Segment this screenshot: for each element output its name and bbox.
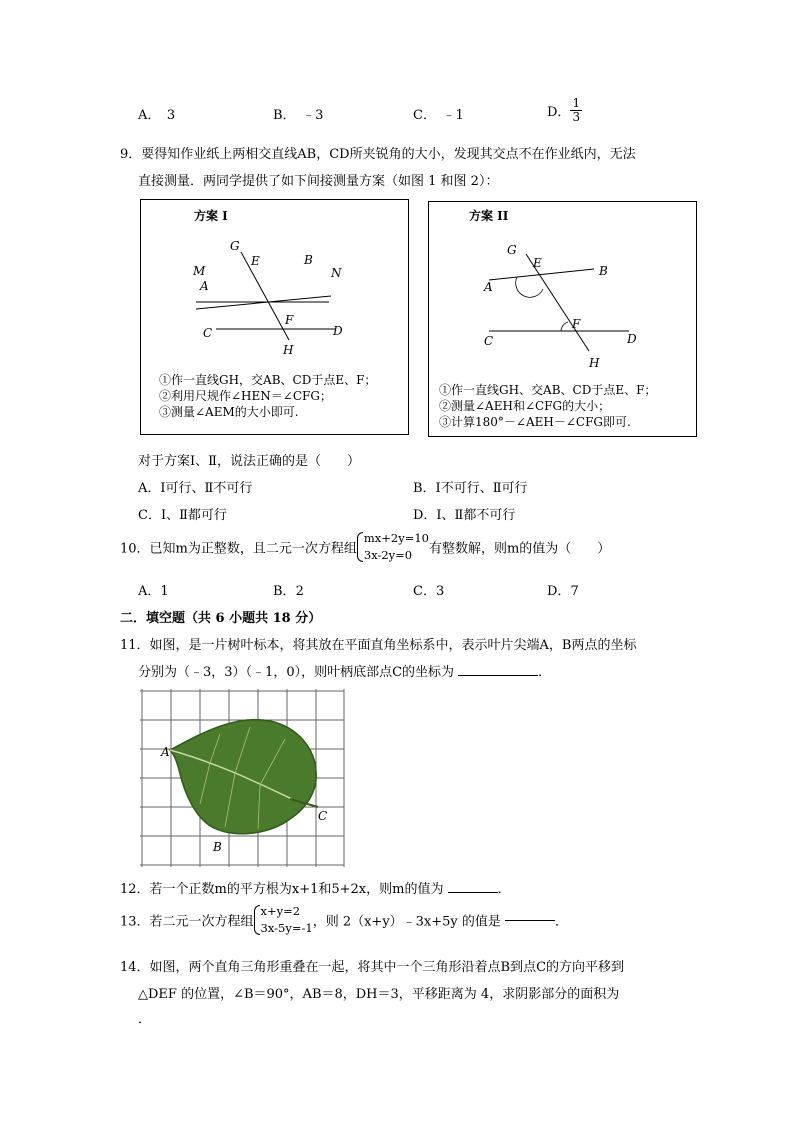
q9-question: 对于方案Ⅰ、Ⅱ，说法正确的是（ ） [138, 454, 360, 469]
answer-blank[interactable] [505, 920, 555, 921]
plan1-title: 方案 I [194, 209, 228, 223]
label-b: B [304, 253, 313, 267]
q10-option-b[interactable]: B．2 [273, 584, 304, 599]
label-h: H [589, 356, 600, 370]
label-d: D [627, 332, 637, 346]
q8-option-a[interactable]: A． 3 [138, 108, 176, 123]
angle-cfg-arc [561, 322, 568, 331]
q8-option-b[interactable]: B． ﹣3 [273, 108, 324, 123]
label-h: H [283, 343, 294, 357]
q14-stem-line1: 14．如图，两个直角三角形重叠在一起，将其中一个三角形沿着点B到点C的方向平移到 [120, 960, 625, 975]
label-g: G [507, 243, 517, 257]
angle-aeh-arc [516, 277, 543, 297]
answer-blank[interactable] [448, 892, 498, 893]
plan2-diagram [429, 232, 695, 392]
line-gh [241, 252, 289, 340]
q8-option-c[interactable]: C． ﹣1 [413, 108, 464, 123]
plan2-step2: ②测量∠AEH和∠CFG的大小； [439, 399, 611, 413]
plan2-steps [439, 382, 656, 430]
q10-option-d[interactable]: D．7 [547, 584, 579, 599]
label-a: A [200, 279, 209, 293]
q12-stem: 12．若一个正数m的平方根为x+1和5+2x，则m的值为 ． [120, 882, 511, 897]
q9-option-c[interactable]: C．Ⅰ、Ⅱ都可行 [138, 508, 227, 523]
q9-option-d[interactable]: D．Ⅰ、Ⅱ都不可行 [413, 508, 516, 523]
q10-option-c[interactable]: C．3 [413, 584, 445, 599]
label-c: C [318, 809, 328, 823]
label-e: E [251, 254, 260, 268]
plan2-figure [428, 201, 697, 437]
q13-stem: 13．若二元一次方程组 x+y=2 3x-5y=-1 ，则 2（x+y）﹣3x+5y 的值是 ． [120, 904, 569, 935]
q11-stem-line1: 11．如图，是一片树叶标本，将其放在平面直角坐标系中，表示叶片尖端A，B两点的坐标 [120, 638, 637, 653]
plan1-step1: ①作一直线GH，交AB、CD于点E、F； [159, 373, 377, 387]
label-c: C [203, 326, 213, 340]
equation-system: mx+2y=10 3x-2y=0 [357, 530, 429, 564]
equation-system: x+y=2 3x-5y=-1 [254, 903, 313, 937]
label-e: E [533, 256, 542, 270]
q14-stem-line3: ． [138, 1012, 152, 1027]
section-heading: 二．填空题（共 6 小题共 18 分） [120, 611, 322, 626]
q9-stem-line2: 直接测量．两同学提供了如下间接测量方案（如图 1 和图 2）： [138, 174, 499, 189]
plan2-step1: ①作一直线GH、交AB、CD于点E、F； [439, 383, 657, 397]
q9-option-a[interactable]: A．Ⅰ可行、Ⅱ不可行 [138, 481, 253, 496]
plan1-steps [159, 372, 376, 420]
plan2-title: 方案 II [469, 209, 509, 223]
q10-option-a[interactable]: A．1 [138, 584, 169, 599]
q14-stem-line2: △DEF 的位置，∠B＝90°，AB＝8，DH＝3，平移距离为 4，求阴影部分的面积为 [138, 987, 620, 1002]
plan1-step2: ②利用尺规作∠HEN＝∠CFG； [159, 389, 332, 403]
answer-blank[interactable] [458, 675, 538, 676]
label-n: N [331, 266, 342, 280]
leaf-grid-figure [140, 689, 346, 867]
label-g: G [230, 239, 240, 253]
label-a: A [161, 745, 170, 759]
fraction: $\frac{1}{3}$ [572, 96, 581, 124]
plan2-step3: ③计算180°－∠AEH－∠CFG即可. [439, 415, 631, 429]
label-f: F [572, 317, 581, 331]
label-b: B [599, 264, 608, 278]
plan1-step3: ③测量∠AEM的大小即可. [159, 405, 299, 419]
label-c: C [484, 334, 494, 348]
q11-stem-line2: 分别为（﹣3，3）（﹣1，0），则叶柄底部点C的坐标为 ． [138, 665, 552, 680]
label-b: B [213, 840, 222, 854]
q9-stem-line1: 9．要得知作业纸上两相交直线AB，CD所夹锐角的大小，发现其交点不在作业纸内，无法 [120, 147, 636, 162]
plan1-figure [140, 199, 409, 435]
plan1-diagram [141, 230, 407, 390]
label-f: F [285, 313, 294, 327]
label-m: M [193, 264, 206, 278]
label-a: A [484, 280, 493, 294]
label-d: D [333, 324, 343, 338]
q8-option-d[interactable]: D． $\frac{1}{3}$ [547, 96, 581, 124]
q10-stem: 10．已知m为正整数，且二元一次方程组 mx+2y=10 3x-2y=0 有整数解，则m的值为（ ） [120, 531, 611, 562]
q9-option-b[interactable]: B．Ⅰ不可行、Ⅱ可行 [413, 481, 528, 496]
